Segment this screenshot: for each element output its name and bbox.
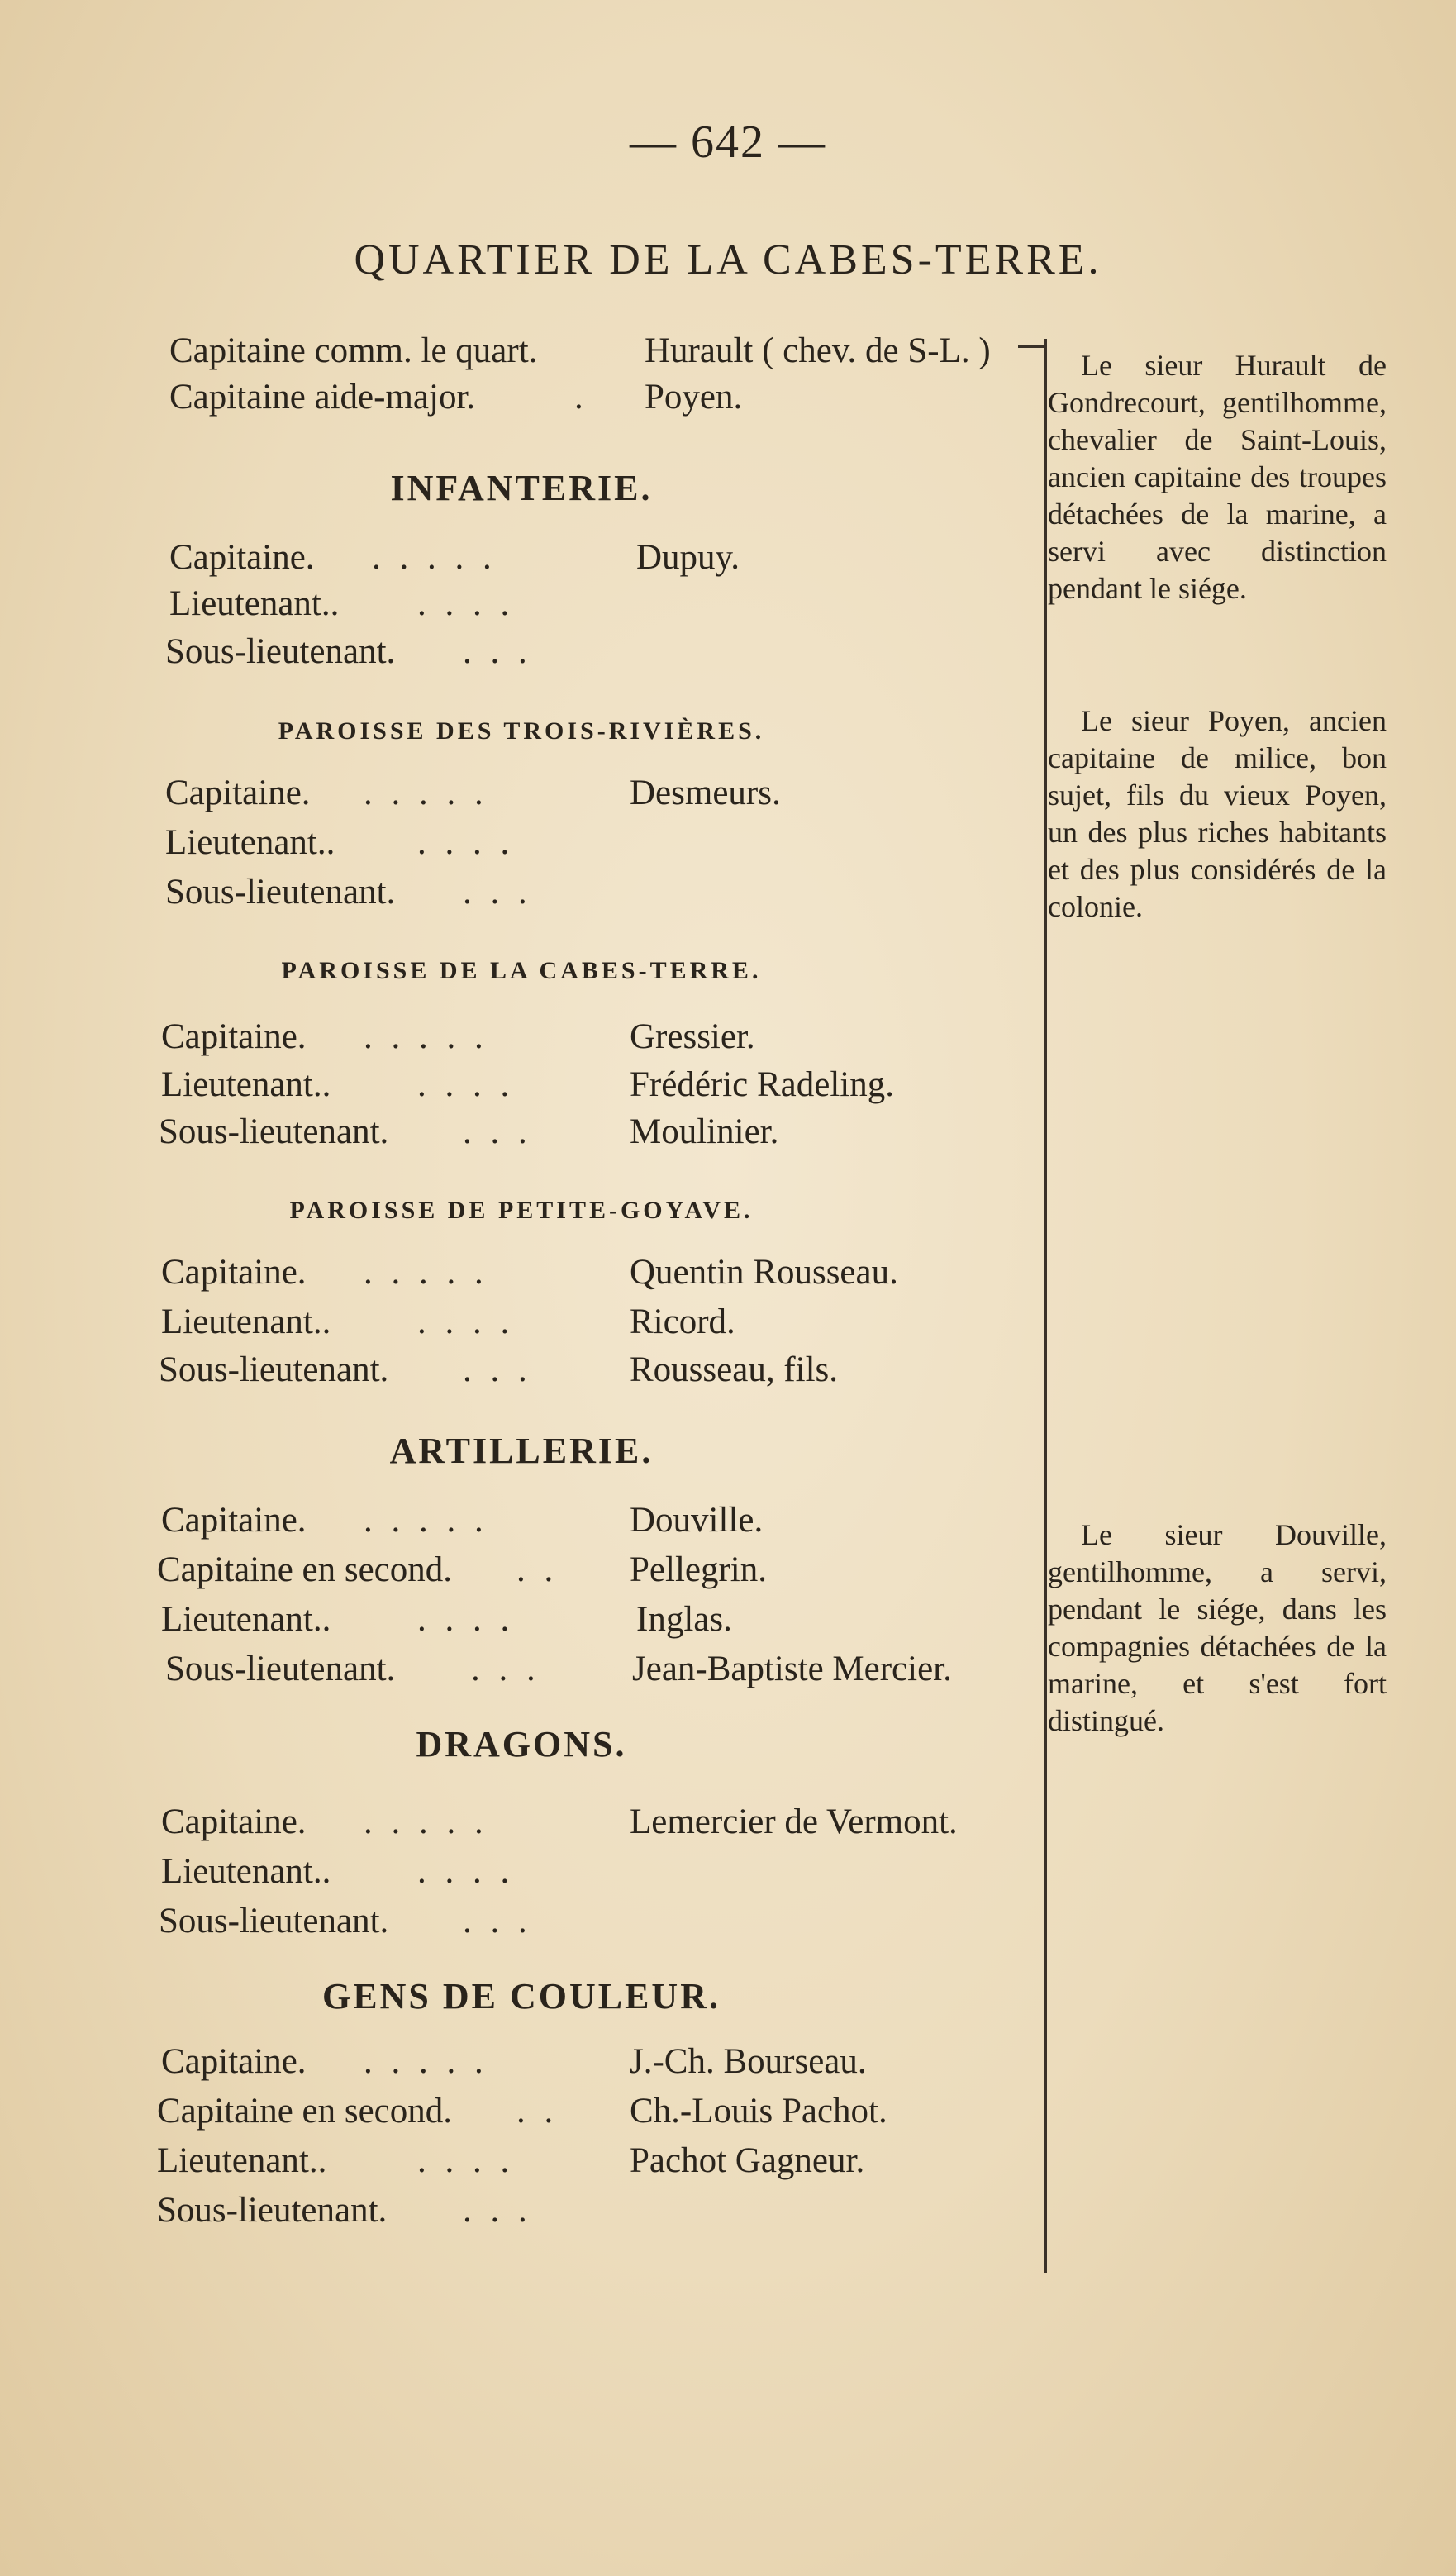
officer-name: Dupuy. (636, 538, 740, 577)
note-text: Le sieur Douville, gentilhomme, a servi, pendant le siége, dans les compagnies détachées de la marine, et s'est fort distingué. (1048, 1518, 1387, 1737)
officer-name: Frédéric Radeling. (630, 1065, 895, 1104)
rank-label: Capitaine. (169, 538, 315, 577)
officer-name: Douville. (630, 1501, 764, 1540)
note-hurault (1048, 347, 1387, 607)
rank-label: Capitaine en second. (157, 1550, 453, 1589)
note-poyen (1048, 702, 1387, 926)
leader-dots: . . . . . (364, 1802, 488, 1841)
note-douville (1048, 1517, 1387, 1740)
parish-heading-petite-goyave: PAROISSE DE PETITE-GOYAVE. (289, 1197, 754, 1224)
leader-dots: . . . (463, 873, 532, 912)
officer-name: Moulinier. (630, 1112, 779, 1151)
leader-dots: . . . (463, 632, 532, 671)
leader-dots: . . . . . (372, 538, 497, 577)
leader-dots: . . . . . (364, 1253, 488, 1292)
rank-label: Lieutenant.. (165, 823, 335, 862)
note-text: Le sieur Hurault de Gondrecourt, gentilhomme, chevalier de Saint-Louis, ancien capitaine des troupes détachées de la marine, a servi avec distinction pendant le siége. (1048, 349, 1387, 605)
leader-dots: . . . . (417, 1852, 515, 1891)
rank-label: Capitaine. (161, 2042, 307, 2081)
rank-label: Capitaine en second. (157, 2092, 453, 2131)
section-heading-artillerie: ARTILLERIE. (389, 1431, 654, 1471)
leader-dots: . . . (463, 1902, 532, 1940)
leader-dots: . . . . (417, 823, 515, 862)
officer-name: Hurault ( chev. de S-L. ) (645, 331, 991, 370)
column-divider (1044, 339, 1047, 2273)
leader-dots: . . . . (417, 584, 515, 623)
leader-dots: . . (516, 1550, 559, 1589)
rank-label: Capitaine. (165, 774, 311, 812)
rank-label: Capitaine comm. le quart. (169, 331, 538, 370)
leader-dots: . . . . . (364, 1501, 488, 1540)
rank-label: Sous-lieutenant. (159, 1112, 389, 1151)
rank-label: Lieutenant.. (161, 1600, 331, 1639)
rank-label: Lieutenant.. (161, 1852, 331, 1891)
officer-name: J.-Ch. Bourseau. (630, 2042, 867, 2081)
officer-name: Jean-Baptiste Mercier. (632, 1650, 952, 1688)
page-title: QUARTIER DE LA CABES-TERRE. (354, 236, 1102, 283)
rank-label: Capitaine. (161, 1017, 307, 1056)
section-heading-dragons: DRAGONS. (416, 1724, 627, 1764)
officer-name: Inglas. (636, 1600, 732, 1639)
parish-heading-trois-rivieres: PAROISSE DES TROIS-RIVIÈRES. (278, 717, 765, 745)
page-number: — 642 — (630, 117, 826, 168)
leader-dots: . . . . (417, 2141, 515, 2180)
officer-name: Lemercier de Vermont. (630, 1802, 958, 1841)
rank-label: Capitaine. (161, 1253, 307, 1292)
leader-dots: . . . (463, 2191, 532, 2230)
leader-dots: . . . (463, 1350, 532, 1389)
rank-label: Lieutenant.. (161, 1065, 331, 1104)
officer-name: Quentin Rousseau. (630, 1253, 898, 1292)
leader-dots: . . . (463, 1112, 532, 1151)
leader-dots: . . . . (417, 1600, 515, 1639)
note-text: Le sieur Poyen, ancien capitaine de milice, bon sujet, fils du vieux Poyen, un des plus riches habitants et des plus considérés de la colonie. (1048, 704, 1387, 923)
leader-dots: . . . (471, 1650, 540, 1688)
rank-label: Capitaine. (161, 1501, 307, 1540)
leader-dots: . . . . . (364, 774, 488, 812)
rank-label: Sous-lieutenant. (165, 1650, 396, 1688)
officer-name: Gressier. (630, 1017, 755, 1056)
leader-dots: . . . . (417, 1065, 515, 1104)
section-heading-infanterie: INFANTERIE. (390, 468, 653, 508)
rank-label: Sous-lieutenant. (159, 1350, 389, 1389)
rank-label: Sous-lieutenant. (157, 2191, 388, 2230)
leader-dots: . . . . . (364, 1017, 488, 1056)
officer-name: Pellegrin. (630, 1550, 767, 1589)
leader-dots: . . (516, 2092, 559, 2131)
rank-label: Capitaine. (161, 1802, 307, 1841)
officer-name: Rousseau, fils. (630, 1350, 839, 1389)
bracket-tick (1018, 345, 1046, 348)
rank-label: Lieutenant.. (161, 1302, 331, 1341)
rank-label: Capitaine aide-major. (169, 378, 476, 417)
officer-name: Desmeurs. (630, 774, 781, 812)
rank-label: Sous-lieutenant. (165, 632, 396, 671)
parish-heading-cabes-terre: PAROISSE DE LA CABES-TERRE. (281, 957, 762, 984)
leader-dots: . (574, 378, 588, 417)
leader-dots: . . . . (417, 1302, 515, 1341)
officer-name: Poyen. (645, 378, 743, 417)
rank-label: Sous-lieutenant. (165, 873, 396, 912)
rank-label: Lieutenant.. (169, 584, 340, 623)
officer-name: Pachot Gagneur. (630, 2141, 865, 2180)
leader-dots: . . . . . (364, 2042, 488, 2081)
section-heading-gens-de-couleur: GENS DE COULEUR. (322, 1976, 721, 2017)
officer-name: Ch.-Louis Pachot. (630, 2092, 887, 2131)
officer-name: Ricord. (630, 1302, 735, 1341)
rank-label: Sous-lieutenant. (159, 1902, 389, 1940)
rank-label: Lieutenant.. (157, 2141, 327, 2180)
